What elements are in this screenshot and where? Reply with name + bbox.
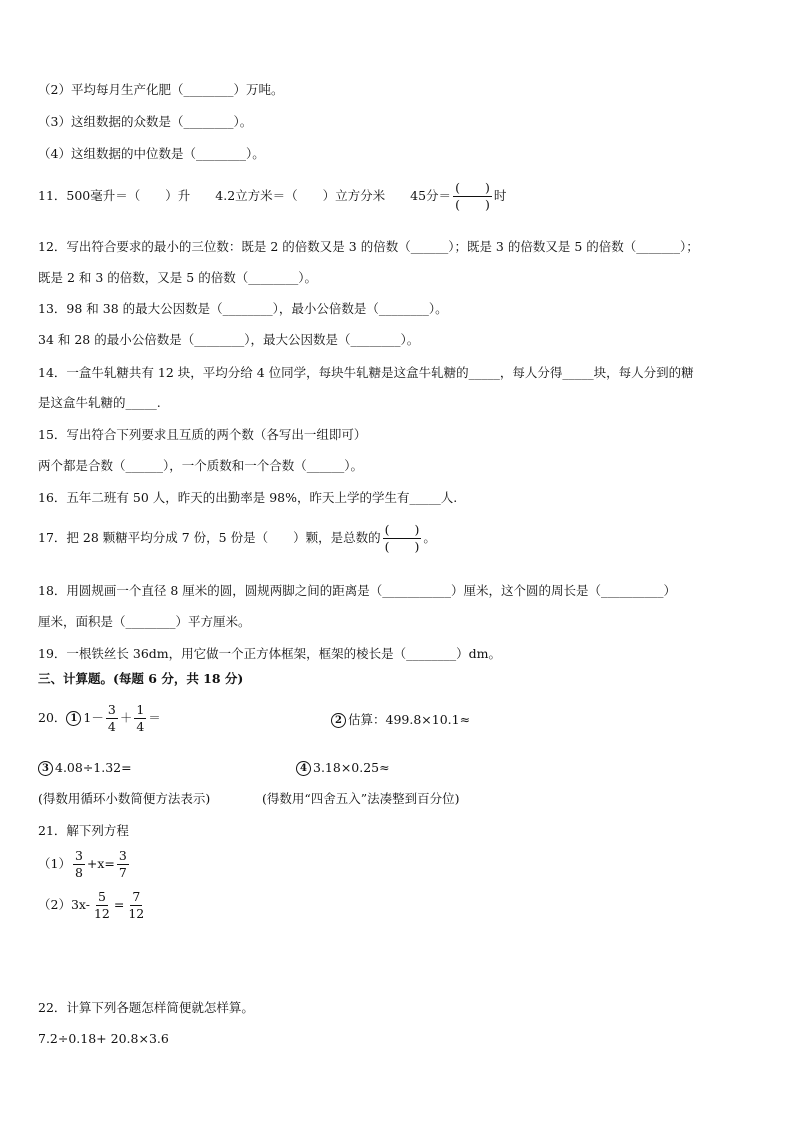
q20-plus: ＋ (119, 710, 133, 725)
q13-line1: 13．98 和 38 的最大公因数是（________），最小公倍数是（________）。 (38, 301, 448, 316)
q20-item2 (331, 711, 470, 729)
q20-eq: ＝ (148, 710, 161, 725)
q12-line2: 既是 2 和 3 的倍数，又是 5 的倍数（________）。 (38, 270, 317, 285)
q21-eq1-mid: +x= (86, 856, 115, 871)
circled-number-4: 4 (296, 761, 311, 776)
q21-eq1-frac1-den: 8 (74, 865, 83, 880)
q17-line (38, 522, 436, 555)
q21-eq2-frac2 (126, 889, 146, 922)
q20-item4 (296, 759, 390, 777)
q19-line: 19．一根铁丝长 36dm，用它做一个正方体框架，框架的棱长是（________）dm。 (38, 646, 501, 661)
q11-line (38, 180, 506, 213)
q11-unit: 时 (493, 188, 507, 203)
q21-eq2-frac2-den: 12 (128, 906, 145, 921)
q21-eq2-frac2-num: 7 (132, 889, 141, 904)
section3-title: 三、计算题。(每题 6 分，共 18 分) (38, 671, 244, 686)
q20-frac2 (134, 702, 146, 735)
circled-number-2: 2 (331, 713, 346, 728)
q20-frac2-num: 1 (136, 702, 145, 717)
q21-eq1-frac2 (117, 848, 129, 881)
q13-line2: 34 和 28 的最小公倍数是（________），最大公因数是（________）。 (38, 332, 420, 347)
q21-eq1-frac1-num: 3 (74, 848, 83, 863)
q20-frac1-den: 4 (107, 719, 116, 734)
q14-line1: 14．一盒牛轧糖共有 12 块，平均分给 4 位同学，每块牛轧糖是这盒牛轧糖的_____，每人分得_____块，每人分到的糖 (38, 365, 694, 380)
q20-expr3: 4.08÷1.32= (55, 760, 132, 775)
q20-frac1 (106, 702, 118, 735)
q21-eq2-mid: = (113, 897, 125, 912)
q22-expression: 7.2÷0.18+ 20.8×3.6 (38, 1031, 169, 1046)
q21-eq2-frac1-den: 12 (93, 906, 110, 921)
q20-expr4: 3.18×0.25≈ (313, 760, 390, 775)
q20-label: 20． (38, 710, 67, 725)
q21-eq2-frac1-num: 5 (97, 889, 106, 904)
q18-line2: 厘米，面积是（________）平方厘米。 (38, 614, 251, 629)
q20-item1 (38, 702, 161, 735)
q21-eq2 (38, 889, 148, 922)
q15-line1: 15．写出符合下列要求且互质的两个数（各写出一组即可） (38, 427, 367, 442)
q15-line2: 两个都是合数（______），一个质数和一个合数（______）。 (38, 458, 364, 473)
q22-title: 22．计算下列各题怎样简便就怎样算。 (38, 1000, 254, 1015)
q20-item3 (38, 759, 132, 777)
q11-text: 11．500毫升＝（ ）升 4.2立方米＝（ ）立方分米 45分＝ (38, 188, 452, 203)
q20-frac2-den: 4 (136, 719, 145, 734)
q21-eq1-frac2-den: 7 (118, 865, 127, 880)
q17-text: 17．把 28 颗糖平均分成 7 份，5 份是（ ）颗，是总数的 (38, 530, 381, 545)
circled-number-3: 3 (38, 761, 53, 776)
q17-end: 。 (423, 530, 436, 545)
circled-number-1: 1 (66, 711, 81, 726)
q20-note1: (得数用循环小数简便方法表示) (38, 791, 211, 806)
q21-eq1-label: （1） (38, 856, 71, 871)
q20-note2: (得数用“四舍五入”法凑整到百分位) (262, 791, 460, 806)
q10-part2: （2）平均每月生产化肥（________）万吨。 (38, 82, 284, 97)
q17-fraction (383, 522, 422, 555)
q21-title: 21．解下列方程 (38, 823, 129, 838)
q17-frac-num: ( ) (384, 522, 420, 537)
q20-expr1-a: 1－ (83, 710, 104, 725)
q16-line: 16．五年二班有 50 人，昨天的出勤率是 98%，昨天上学的学生有_____人. (38, 490, 458, 505)
q11-frac-den: ( ) (455, 197, 490, 212)
q10-part3: （3）这组数据的众数是（________）。 (38, 114, 253, 129)
q21-eq1 (38, 848, 131, 881)
q11-fraction (453, 180, 492, 213)
q21-eq2-frac1 (92, 889, 112, 922)
q21-eq1-frac2-num: 3 (118, 848, 127, 863)
q17-frac-den: ( ) (384, 539, 420, 554)
q20-expr2: 估算：499.8×10.1≈ (348, 712, 471, 727)
q14-line2: 是这盒牛轧糖的_____. (38, 395, 161, 410)
q11-frac-num: ( ) (455, 180, 490, 195)
q21-eq2-label: （2）3x- (38, 897, 90, 912)
q10-part4: （4）这组数据的中位数是（________）。 (38, 146, 265, 161)
q21-eq1-frac1 (73, 848, 85, 881)
q20-frac1-num: 3 (107, 702, 116, 717)
q12-line1: 12．写出符合要求的最小的三位数：既是 2 的倍数又是 3 的倍数（______）；既是 3 的倍数又是 5 的倍数（_______）； (38, 239, 699, 254)
q18-line1: 18．用圆规画一个直径 8 厘米的圆，圆规两脚之间的距离是（___________）厘米，这个圆的周长是（__________） (38, 583, 677, 598)
